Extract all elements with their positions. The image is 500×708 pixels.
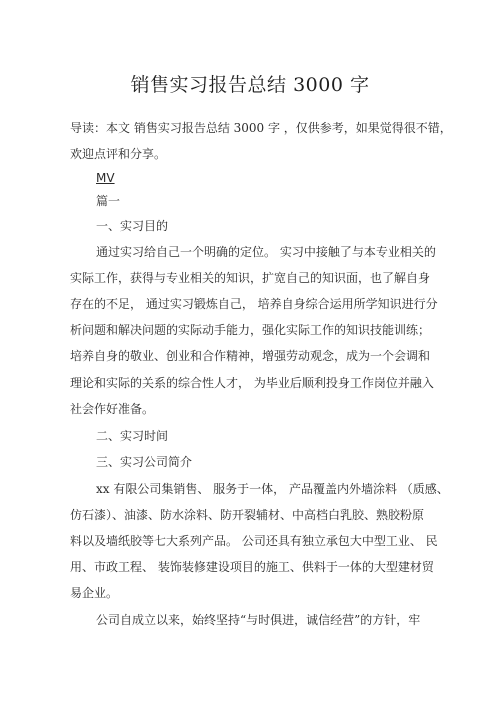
paragraph-line: 实际工作，获得与专业相关的知识，扩宽自己的知识面，也了解自身 xyxy=(70,271,431,285)
paragraph-line: 存在的不足， 通过实习锻炼自己， 培养自身综合运用所学知识进行分 xyxy=(70,297,438,311)
paragraph-line: 通过实习给自己一个明确的定位。 实习中接触了与本专业相关的 xyxy=(96,245,436,259)
paragraph-line: 社会作好准备。 xyxy=(70,402,155,416)
paragraph-line: 料以及墙纸胶等七大系列产品。 公司还具有独立承包大中型工业、 民 xyxy=(70,534,438,548)
paragraph-line: 析问题和解决问题的实际动手能力，强化实际工作的知识技能训练； xyxy=(70,323,431,337)
section-heading-company: 三、实习公司简介 xyxy=(96,455,193,469)
intro-line-1: 导读：本文 销售实习报告总结 3000 字 ，仅供参考，如果觉得很不错， xyxy=(70,121,452,135)
paragraph-line: 易企业。 xyxy=(70,586,119,600)
section-heading-time: 二、实习时间 xyxy=(96,429,169,443)
paragraph-line: 理论和实际的关系的综合性人才， 为毕业后顺利投身工作岗位并融入 xyxy=(70,376,434,390)
intro-line-2: 欢迎点评和分享。 xyxy=(70,147,167,161)
paragraph-line: 用、市政工程、 装饰装修建设项目的施工、供料于一体的大型建材贸 xyxy=(70,560,434,574)
paragraph-line: 培养自身的敬业、创业和合作精神，增强劳动观念，成为一个会调和 xyxy=(70,349,431,363)
paragraph-line: 公司自成立以来，始终坚持“与时俱进，诚信经营”的方针，牢 xyxy=(96,613,421,627)
part-label: 篇一 xyxy=(96,194,121,208)
document-title: 销售实习报告总结 3000 字 xyxy=(130,74,370,96)
paragraph-line: 仿石漆）、油漆、防水涂料、防开裂辅材、中高档白乳胶、熟胶粉原 xyxy=(70,508,425,522)
mv-link[interactable]: MV xyxy=(96,171,115,185)
paragraph-line: xx 有限公司集销售、 服务于一体， 产品覆盖内外墙涂料 （质感、 xyxy=(96,482,449,496)
section-heading-purpose: 一、实习目的 xyxy=(96,219,169,233)
